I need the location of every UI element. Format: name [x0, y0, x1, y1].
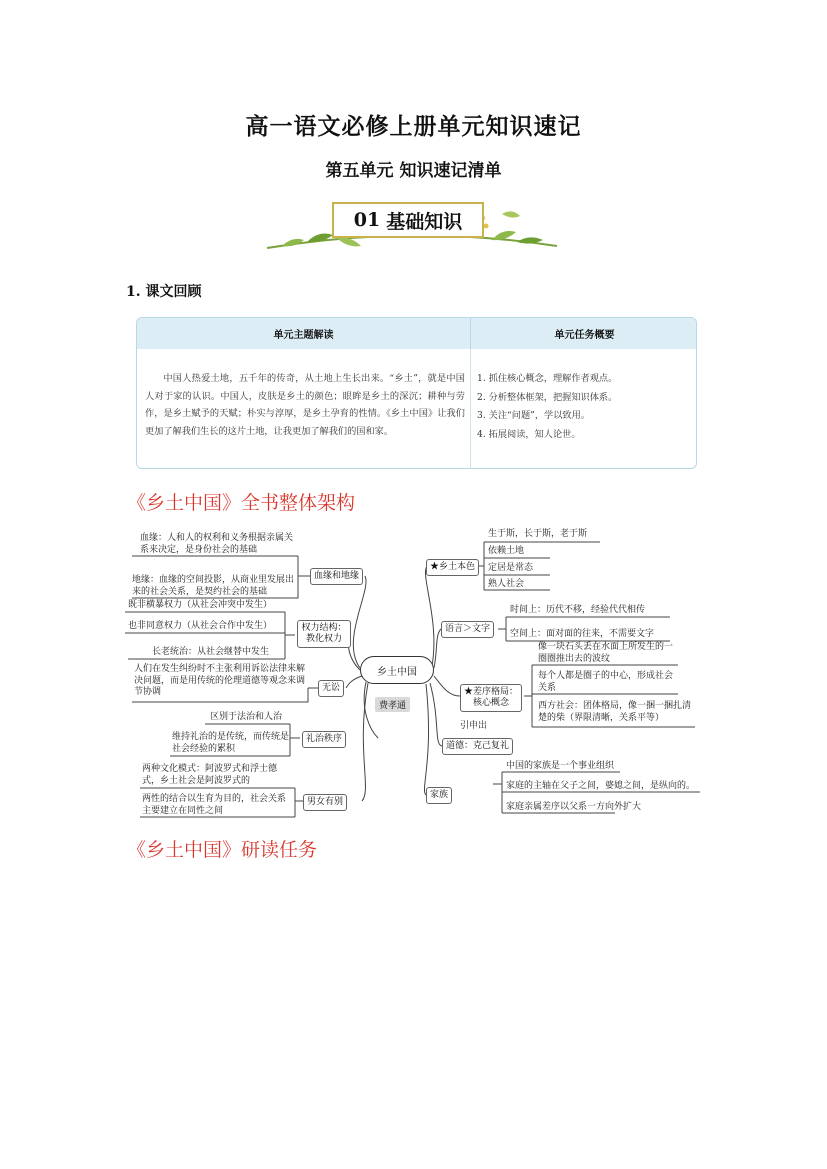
- node-yuyan: 语言＞文字: [441, 621, 494, 638]
- leaf-nannv-2: 两性的结合以生育为目的，社会关系主要建立在同性之间: [142, 794, 287, 816]
- section-banner: [262, 196, 562, 266]
- caption-yinshen: 引申出: [460, 721, 488, 731]
- leaf-chaxu-3: 西方社会：团体格局，像一捆一捆扎清楚的柴（界限清晰，关系平等）: [538, 701, 692, 723]
- review-heading: 1. 课文回顾: [126, 284, 202, 300]
- task-item: 4. 拓展阅读，知人论世。: [477, 428, 581, 440]
- table-divider: [470, 349, 471, 469]
- node-lizhi: 礼治秩序: [302, 731, 346, 748]
- leaf-quanli-1: 既非横暴权力（从社会冲突中发生）: [128, 600, 273, 610]
- node-quanli: 权力结构：教化权力: [297, 620, 351, 648]
- section-label: 基础知识: [386, 210, 463, 233]
- node-jiazu: 家族: [426, 787, 452, 804]
- document-title: 高一语文必修上册单元知识速记: [245, 114, 582, 140]
- leaf-yuyan-2: 空间上：面对面的往来，不需要文字: [510, 629, 655, 639]
- review-table: [136, 317, 697, 469]
- table-cell-theme: 中国人热爱土地，五千年的传奇，从土地上生长出来。“乡土”，就是中国人对于家的认识。中国人，皮肤是乡土的颜色；眼眸是乡土的深沉；耕种与劳作，是乡土赋予的天赋；朴实与淳厚，是乡土孕育的性情。《乡土中国》让我们更加了解我们生长的这片土地，让我更加了解我们的国和家。: [145, 373, 465, 437]
- task-item: 1. 抓住核心概念，理解作者观点。: [477, 373, 618, 384]
- leaf-xueyuan-1: 血缘：人和人的权利和义务根据亲属关系来决定，是身份社会的基础: [140, 533, 294, 555]
- leaf-xueyuan-2: 地缘：血缘的空间投影，从商业里发展出来的社会关系，是契约社会的基础: [132, 575, 295, 597]
- leaf-bense-2: 依赖土地: [488, 546, 525, 556]
- leaf-jiazu-2: 家庭的主轴在父子之间，婆媳之间，是纵向的。: [506, 781, 696, 791]
- node-bense: ★乡土本色: [426, 559, 479, 576]
- leaf-wusong-1: 人们在发生纠纷时不主张利用诉讼法律来解决问题，而是用传统的伦理道德等观念来调节协调: [134, 664, 306, 697]
- leaf-nannv-1: 两种文化模式：阿波罗式和浮士德式，乡土社会是阿波罗式的: [142, 764, 278, 786]
- leaf-lizhi-1: 区别于法治和人治: [210, 712, 283, 722]
- leaf-bense-4: 熟人社会: [488, 579, 525, 589]
- leaf-quanli-3: 长老统治：从社会继替中发生: [152, 647, 270, 657]
- table-header-tasks: 单元任务概要: [471, 318, 697, 349]
- leaf-jiazu-3: 家庭亲属差序以父系一方向外扩大: [506, 802, 642, 812]
- node-xueyuan: 血缘和地缘: [310, 568, 363, 585]
- leaf-chaxu-1: 像一块石头丢在水面上所发生的一圈圈推出去的波纹: [538, 642, 674, 664]
- section-banner-box: [332, 202, 484, 238]
- leaf-bense-1: 生于斯，长于斯，老于斯: [488, 529, 588, 539]
- task-item: 3. 关注“问题”，学以致用。: [477, 410, 590, 422]
- leaf-quanli-2: 也非同意权力（从社会合作中发生）: [128, 621, 273, 631]
- node-chaxu-line2: 核心概念: [473, 698, 510, 708]
- leaf-chaxu-2: 每个人都是圈子的中心，形成社会关系: [538, 671, 674, 693]
- leaf-lizhi-2: 维持礼治的是传统，而传统是社会经验的累积: [172, 732, 290, 754]
- mindmap: [110, 520, 710, 820]
- node-chaxu-line1: ★差序格局：: [464, 687, 519, 697]
- document-subtitle: 第五单元 知识速记清单: [325, 161, 502, 181]
- node-daode: 道德：克己复礼: [442, 738, 513, 755]
- node-nannv: 男女有别: [303, 794, 347, 811]
- mindmap-author-badge: 费孝通: [375, 697, 410, 712]
- mindmap-center-node: 乡土中国: [360, 656, 434, 684]
- leaf-yuyan-1: 时间上：历代不移，经验代代相传: [510, 605, 646, 615]
- table-header-theme: 单元主题解读: [137, 318, 471, 349]
- leaf-jiazu-1: 中国的家族是一个事业组织: [506, 761, 615, 771]
- task-item: 2. 分析整体框架，把握知识体系。: [477, 391, 618, 403]
- leaf-bense-3: 定居是常态: [488, 563, 534, 573]
- section-number: 01: [353, 209, 381, 231]
- mindmap-title: 《乡土中国》全书整体架构: [127, 492, 356, 514]
- node-wusong: 无讼: [318, 680, 344, 697]
- table-cell-tasks: [477, 370, 692, 444]
- node-chaxu: [460, 684, 522, 712]
- tasks-title: 《乡土中国》研读任务: [127, 839, 318, 861]
